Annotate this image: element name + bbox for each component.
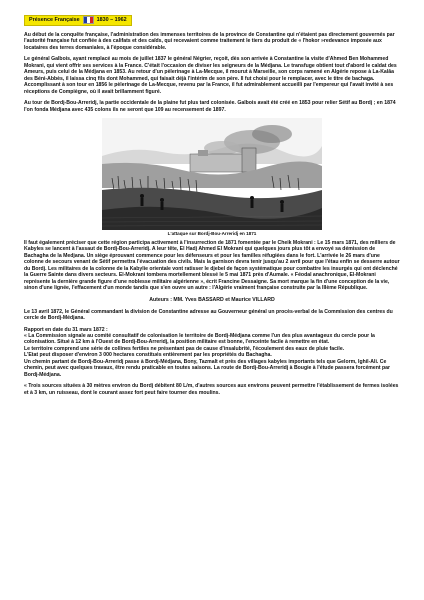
paragraph-commission: Le 13 avril 1872, le Général commandant la division de Constantine adresse au Gouverneur général un procès-verbal de la Commission des centres du cercle de Bordj-Médjana.	[24, 308, 393, 322]
figure-caption: L'attaque sur Bordj-Bou-Arreridj en 1871	[167, 230, 257, 236]
paragraph-bordj: Au tour de Bordj-Bou-Arreridj, la partie occidentale de la plaine fut plus tard colonisée. Galbois avait été créé en 1853 pour relier Sétif au Bordj ; en 1874 l'on fonda Médjana avec 435 colons ils ne seront que 109 au recensement de 1897.	[24, 100, 396, 113]
document-header	[24, 14, 400, 26]
illustration-figure	[102, 118, 322, 237]
battle-engraving-image	[102, 118, 322, 230]
title-text: Présence Française	[29, 16, 80, 23]
title-dates: 1830 – 1962	[96, 16, 127, 23]
paragraph-report: Rapport en date du 31 mars 1872 : « La Commission signale au comité consultatif de colonisation le territoire de Bordj-Médjana comme l'un des plus avantageux du cercle pour la colonisation. Situé à 12 km à l'Ouest de Bordj-Bou-Arreridj, la position militaire est bonne, l'enceinte facile à remettre en état. Le territoire comprend une série de collines fertiles ne présentant pas de cause d'insalubrité, l'écoulement des eaux de pluie facile. L'Etat peut disposer d'environ 3 000 hectares constitués entièrement par les propriétés du Bachagha. Un chemin partant de Bordj-Bou-Arreridj passe à Bordj-Médjana, Bony, Tazmalt et près des villages kabyles importants tels que Gelorm, Ighil-Ali. Ce chemin, peut avec quelques travaux, être rendu praticable en toutes saisons. La route de Bordj-Bou-Arreridj à Bougie à l'étude passera forcément par Bordj-Médjana.	[24, 326, 391, 378]
paragraph-sources: « Trois sources situées à 30 mètres environ du Bordj débitent 80 L/m, d'autres sources aux environs peuvent permettre l'établissement de fermes isolées et à 3 km, un ruisseau, dont le courant assez fort peut faire tourner des moulins.	[24, 383, 399, 396]
paragraph-insurrection: Il faut également préciser que cette région participa activement à l'insurrection de 1871 fomentée par le Cheik Mokrani : Le 15 mars 1871, des milliers de Kabyles se lancent à l'assaut de Bordj-Bou-Arreridj. A leur tête, El Hadj Ahmed El Mokrani qui quelques jours plus tôt a envoyé sa démission de Bachagha de la Medjana. Un siège éprouvant commence pour les défenseurs et pour les familles réfugiées dans le fort. L'arrivée le 26 mars d'une colonne de secours venant de Sétif permettra l'évacuation des civils. Mais la garnison devra tenir jusqu'au 2 avril pour que l'étau enfin se desserre autour du Bordj. Les militaires de la colonne de la Kabylie orientale vont ratisser le djebel de façon systématique pour combattre les insurgés qui ont déclenché la Guerre Sainte dans divers secteurs. El-Mokrani tombera mortellement blessé le 5 mai 1871 près d'Aumale. « Féodal anachronique, El-Mokrani représente la dernière grande figure d'une noblesse militaire algérienne », écrit Francine Dessaigne. Sa mort marque la fin d'une conception de la vie, sinon d'une lignée, l'effacement d'un monde tandis que s'en ouvre un autre : l'Algérie vraiment française construite par la IIIème République.	[24, 239, 400, 292]
french-flag-icon	[83, 16, 94, 24]
title-badge	[24, 15, 132, 26]
paragraph-intro: Au début de la conquête française, l'administration des immenses territoires de la province de Constantine qui n'étaient pas directement gouvernés par l'autorité française fut confiée à des califats et des caïds, qui recevaient comme traitement le tiers du produit de « l'hokor »redevance imposée aux locataires des terres domaniales, à l'époque considérable.	[24, 32, 395, 51]
paragraph-galbois: Le général Galbois, ayant remplacé au mois de juillet 1837 le général Négrier, reçoit, dès son arrivée à Constantine la visite d'Ahmed Ben Mohammed Mokrani, qui vient offrir ses services à la France. C'était l'occasion de diviser les seigneurs de la Médjana. Le transfuge obtient tout d'abord le caïdat des Ameurs, puis celui de la Médjana en 1853. Au retour d'un pèlerinage à La-Mecque, il mourut à Marseille, son corps ramené en Algérie repose à La-Kalâa des Béni-Abbès, il laissa cinq fils dont Mohammed, qui faisait déjà l'intérim de son père. Il fut choisi pour le remplacer, avec le titre de bachaga. Accomplissant à son tour en 1856 le pèlerinage de La-Mecque, revenu par la France, il fut admirablement accueilli par l'empereur qui l'avait invité à ses réceptions de Compiègne, où il avait brillamment figuré.	[24, 56, 397, 95]
authors-credit: Auteurs : MM. Yves BASSARD et Maurice VILLARD	[149, 296, 275, 303]
